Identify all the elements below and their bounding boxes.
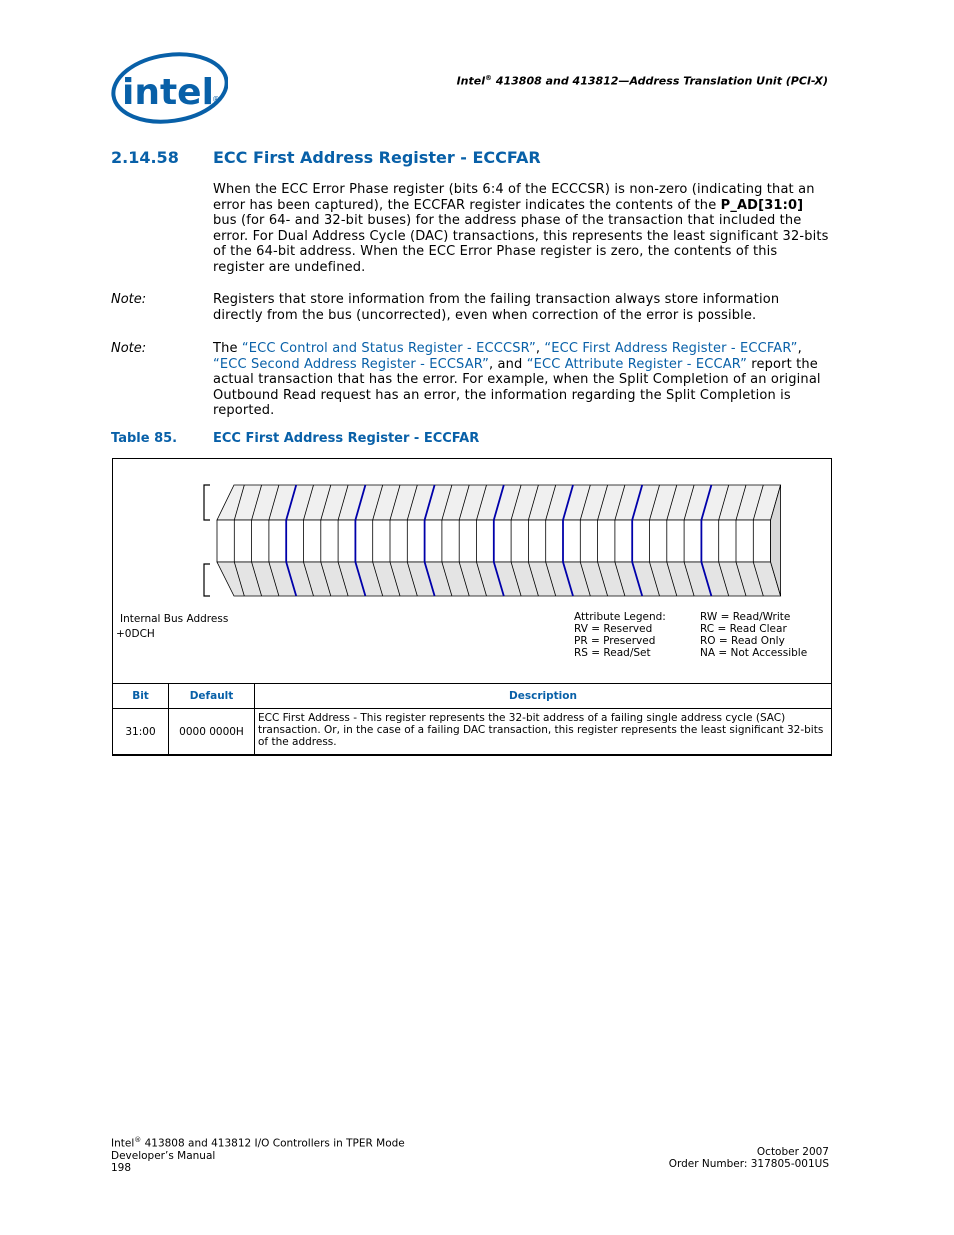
section-heading (111, 148, 541, 167)
cell-description: ECC First Address - This register represents the 32-bit address of a failing single address cycle (SAC) transaction. Or, in the case of a failing DAC transaction, this register represents the least significant 32-bits of the address. (255, 709, 832, 756)
link-eccar[interactable]: “ECC Attribute Register - ECCAR” (526, 356, 747, 372)
link-eccsar[interactable]: “ECC Second Address Register - ECCSAR” (213, 356, 489, 372)
internal-bus-label: Internal Bus Address (120, 613, 229, 625)
note-label: Note: (111, 341, 147, 356)
intel-logo (108, 48, 228, 128)
table-caption: Table 85. ECC First Address Register - ECCFAR (111, 431, 480, 446)
section-title: ECC First Address Register - ECCFAR (213, 148, 541, 167)
section-number: 2.14.58 (111, 148, 179, 167)
footer-right (669, 1146, 829, 1170)
column-header-description: Description (255, 684, 832, 709)
register-table (112, 683, 832, 756)
attribute-legend: Attribute Legend: RW = Read/Write RV = Reserved RC = Read Clear PR = Preserved RO = Read Only RS = Read/Set NA = Not Accessible (574, 611, 808, 659)
footer-date: October 2007 (756, 1146, 829, 1158)
link-ecccsr[interactable]: “ECC Control and Status Register - ECCCSR” (241, 341, 536, 356)
bracket-bottom (204, 564, 210, 596)
note-text: Registers that store information from the failing transaction always store information directly from the bus (uncorrected), even when correction of the error is possible. (213, 292, 780, 323)
column-header-bit: Bit (113, 684, 169, 709)
signal-name: P_AD[31:0] (720, 197, 804, 213)
cell-bit: 31:00 (113, 709, 169, 756)
register-offset: +0DCH (116, 628, 155, 640)
footer-order-number: Order Number: 317805-001US (668, 1158, 829, 1170)
note-label: Note: (111, 292, 147, 307)
table-row (113, 709, 832, 756)
footer-manual: Developer’s Manual (111, 1149, 216, 1162)
cell-default: 0000 0000H (169, 709, 255, 756)
intro-paragraph: When the ECC Error Phase register (bits 6:4 of the ECCCSR) is non-zero (indicating that an error has been captured), the ECCFAR register indicates the contents of the P_AD[31:0] bus (for 64- and 32-bit buses) for the address phase of the transaction that included the error. For Dual Address Cycle (DAC) transactions, this represents the least significant 32-bits of the 64-bit address. When the ECC Error Phase register is zero, the contents of this register are undefined. (213, 182, 829, 275)
footer-left: Intel® 413808 and 413812 I/O Controllers in TPER Mode Developer’s Manual 198 (111, 1136, 405, 1174)
page-number: 198 (111, 1161, 132, 1174)
bracket-top (204, 485, 210, 520)
register-bit-diagram (200, 482, 790, 602)
logo-text: intel (122, 72, 214, 113)
running-header: Intel® 413808 and 413812—Address Translation Unit (PCI-X) (456, 74, 828, 88)
link-eccfar[interactable]: “ECC First Address Register - ECCFAR” (544, 341, 798, 356)
note-text: The “ECC Control and Status Register - ECCCSR”, “ECC First Address Register - ECCFAR”, “ECC Second Address Register - ECCSAR”, and “ECC Attribute Register - ECCAR” report the actual transaction that has the error. For example, when the Split Completion of an original Outbound Read request has an error, the information regarding the Split Completion is reported. (213, 341, 821, 419)
svg-text:®: ® (212, 95, 220, 104)
column-header-default: Default (169, 684, 255, 709)
